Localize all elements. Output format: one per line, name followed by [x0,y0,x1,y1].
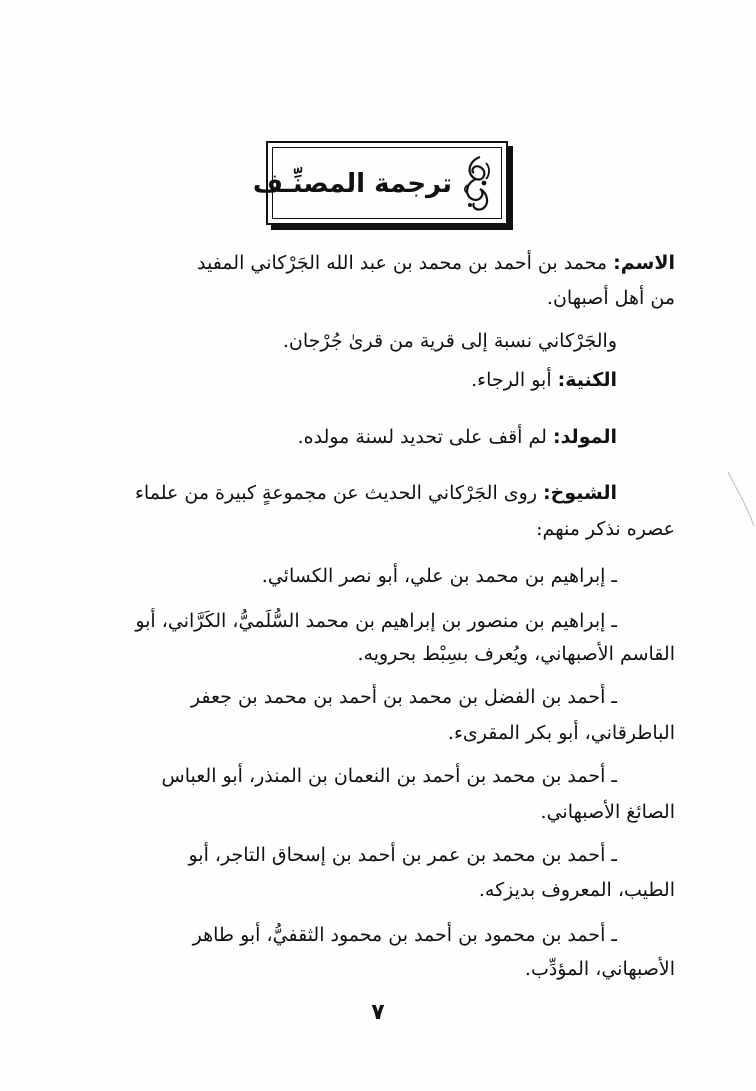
floral-ornament-icon [460,153,494,213]
line-text: ـ إبراهيم بن محمد بن علي، أبو نصر الكسائي. [261,565,617,587]
field-label-birth: المولد: [552,426,617,448]
line-text: ـ أحمد بن محمود بن أحمد بن محمود الثقفيُّ، أبو طاهر [192,924,617,946]
text-line [479,881,675,900]
line-text: الطيب، المعروف بديزكه. [478,879,675,901]
page-number: ٧ [371,1000,385,1025]
text-line [547,289,675,308]
field-label-name: الاسم: [613,252,675,274]
field-label-teachers: الشيوخ: [543,482,617,504]
line-text: ـ أحمد بن الفضل بن محمد بن أحمد بن محمد بن جعفر [190,686,617,708]
list-item [262,567,617,586]
text-line [283,332,617,351]
page-edge-mark [726,470,756,530]
line-text: لم أقف على تحديد لسنة مولده. [297,426,547,448]
list-item [162,767,617,786]
text-line [135,484,617,503]
text-line [357,645,675,664]
line-text: ـ أحمد بن محمد بن عمر بن أحمد بن إسحاق التاجر، أبو [188,844,617,866]
title-frame [252,141,508,225]
text-line [448,724,675,743]
text-line [536,520,675,539]
section-title: ترجمة المصنِّـف [252,169,452,199]
line-text: الباطرقاني، أبو بكر المقرىء. [447,722,675,744]
line-text: ـ إبراهيم بن منصور بن إبراهيم بن محمد السُّلَميُّ، الكَرَّاني، أبو [135,610,617,632]
line-text: عصره نذكر منهم: [536,518,675,540]
text-line [298,428,617,447]
list-item [191,688,617,707]
line-text: الأصبهاني، المؤدِّب. [524,958,675,980]
line-text: الصائغ الأصبهاني. [540,801,675,823]
text-line [541,803,675,822]
list-item [188,846,617,865]
line-text: من أهل أصبهان. [546,287,675,309]
list-item [135,612,617,631]
field-label-kunya: الكنية: [557,369,617,391]
line-text: القاسم الأصبهاني، ويُعرف بسِبْط بحرويه. [357,643,675,665]
line-text: والجَرْكاني نسبة إلى قرية من قرىٰ جُرْجان. [282,330,617,352]
list-item [193,926,617,945]
line-text: أبو الرجاء. [471,369,552,391]
line-text: روى الجَرْكاني الحديث عن مجموعةٍ كبيرة من علماء [134,482,537,504]
text-line [471,371,617,390]
text-line [525,960,675,979]
line-text: ـ أحمد بن محمد بن أحمد بن النعمان بن المنذر، أبو العباس [161,765,617,787]
text-line [197,254,675,273]
line-text: محمد بن أحمد بن محمد بن عبد الله الجَرْكاني المفيد [196,252,608,274]
